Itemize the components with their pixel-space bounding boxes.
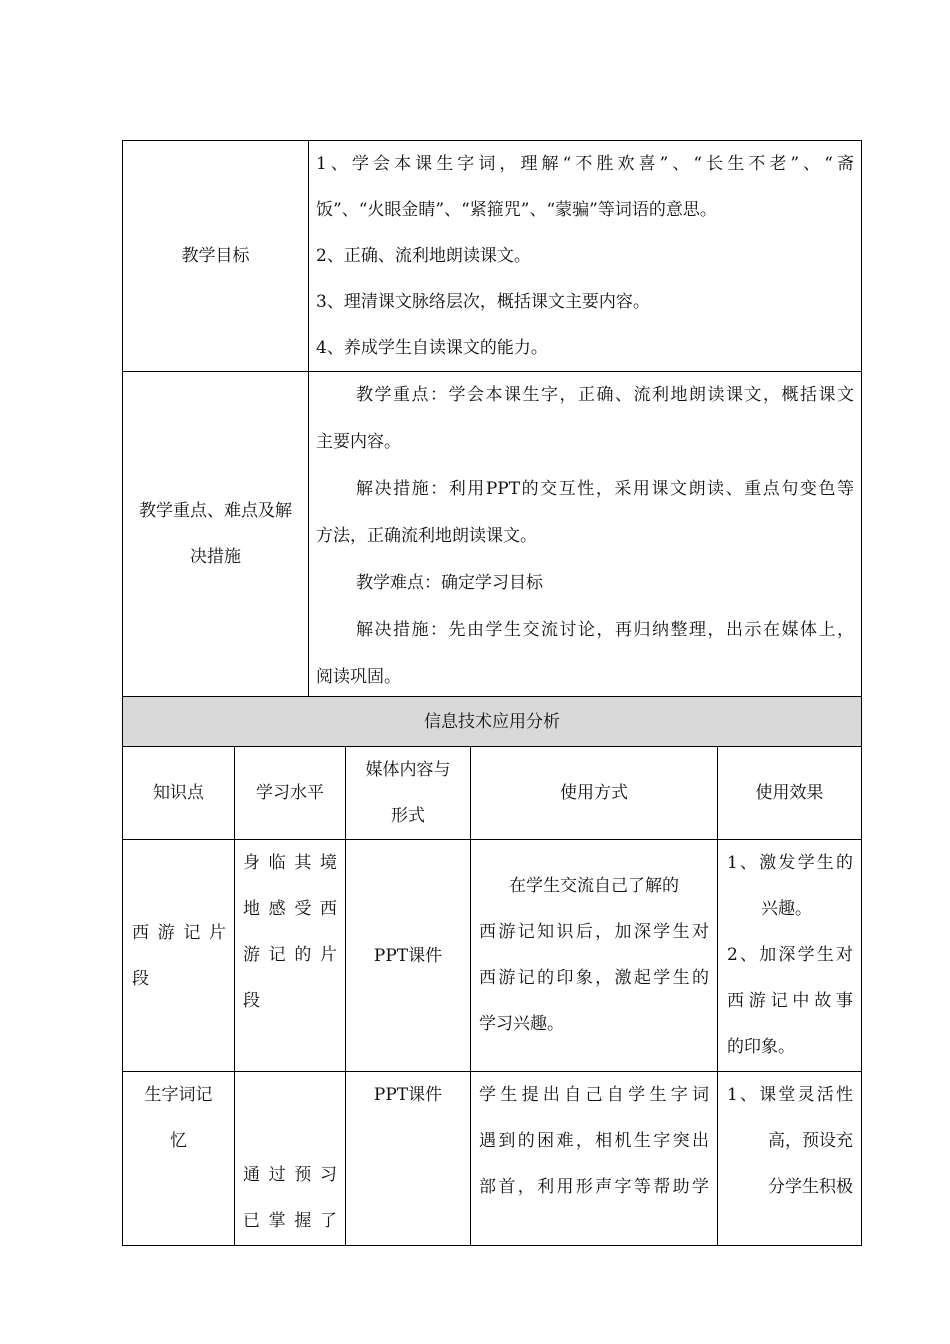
cell-line: 忆 (170, 1131, 187, 1151)
table-row-2-usage (479, 1072, 709, 1210)
header-knowledge (123, 747, 234, 839)
table-row-1-level (243, 840, 337, 1024)
objectives-label (123, 141, 308, 371)
objectives-content (316, 141, 854, 371)
analysis-title-text: 信息技术应用分析 (424, 711, 560, 732)
header-effect-text: 使用效果 (755, 783, 824, 803)
cell-line: 遇到的困难，相机生字突出 (479, 1131, 709, 1151)
cell-line: 西游记中故事 (727, 991, 853, 1011)
objective-line: 饭”、“火眼金睛”、“紧箍咒”、“蒙骗”等词语的意思。 (316, 200, 717, 220)
key-point-line: 教学重点：学会本课生字，正确、流利地朗读课文，概括课文 (356, 385, 854, 405)
cell-line: 分学生积极 (768, 1177, 853, 1197)
key-point-line: 主要内容。 (316, 432, 401, 452)
key-point-line: 解决措施：利用PPT的交互性，采用课文朗读、重点句变色等 (356, 479, 854, 499)
cell-line: 已 掌 握 了 (243, 1211, 337, 1231)
cell-line: 西游记知识后，加深学生对 (479, 922, 709, 942)
table-row-1-knowledge (132, 910, 226, 1002)
header-knowledge-text: 知识点 (153, 783, 204, 803)
key-point-line: 解决措施：先由学生交流讨论，再归纳整理，出示在媒体上， (356, 620, 854, 640)
header-level (235, 747, 345, 839)
header-media (346, 747, 470, 839)
cell-line: 段 (132, 969, 149, 989)
cell-line: 高，预设充 (768, 1131, 853, 1151)
cell-line: 在学生交流自己了解的 (509, 876, 679, 896)
table-row-1-usage (479, 863, 709, 1047)
key-points-label-line: 教学重点、难点及解 (139, 501, 292, 521)
column-divider (308, 140, 309, 696)
cell-line: 兴趣。 (761, 899, 812, 919)
key-point-line: 教学难点：确定学习目标 (356, 573, 543, 593)
cell-line: 通 过 预 习 (243, 1165, 337, 1185)
cell-line: 西游记的印象，激起学生的 (479, 968, 709, 988)
cell-line: 学习兴趣。 (479, 1014, 564, 1034)
cell-line: 游 记 的 片 (243, 945, 337, 965)
table-row-1-media (346, 840, 470, 1071)
cell-line: 西 游 记 片 (132, 923, 226, 943)
key-points-label-line: 决措施 (190, 547, 241, 567)
cell-line: 2、加深学生对 (727, 945, 853, 965)
key-point-line: 阅读巩固。 (316, 667, 401, 687)
cell-text: PPT课件 (373, 945, 443, 966)
table-row-2-level (243, 1152, 337, 1244)
key-points-label (123, 372, 308, 696)
cell-line: 部首，利用形声字等帮助学 (479, 1177, 709, 1197)
cell-line: 的印象。 (727, 1037, 795, 1057)
header-effect (718, 747, 861, 839)
cell-line: 学生提出自己自学生字词 (479, 1085, 709, 1105)
table-row-1-effect (727, 840, 853, 1070)
objective-line: 3、理清课文脉络层次，概括课文主要内容。 (316, 292, 650, 312)
objective-line: 1、学会本课生字词，理解“不胜欢喜”、“长生不老”、“斋 (316, 154, 854, 174)
header-media-line: 媒体内容与 (365, 760, 451, 780)
cell-line: 1、课堂灵活性 (727, 1085, 853, 1105)
header-level-text: 学习水平 (256, 783, 324, 803)
key-points-content (316, 372, 854, 701)
table-row-2-media (346, 1072, 470, 1118)
cell-line: 身 临 其 境 (243, 853, 337, 873)
objective-line: 2、正确、流利地朗读课文。 (316, 246, 531, 266)
header-usage-text: 使用方式 (560, 783, 628, 803)
header-usage (471, 747, 717, 839)
analysis-title (123, 697, 861, 746)
cell-text: PPT课件 (373, 1085, 443, 1105)
cell-line: 地 感 受 西 (243, 899, 337, 919)
table-row-2-effect (727, 1072, 853, 1210)
header-media-line: 形式 (391, 806, 425, 826)
cell-line: 段 (243, 991, 260, 1011)
table-row-2-knowledge (123, 1072, 234, 1164)
cell-line: 1、激发学生的 (727, 853, 853, 873)
key-point-line: 方法，正确流利地朗读课文。 (316, 526, 537, 546)
objective-line: 4、养成学生自读课文的能力。 (316, 338, 548, 358)
objectives-label-text: 教学目标 (181, 246, 250, 266)
cell-line: 生字词记 (144, 1085, 213, 1105)
